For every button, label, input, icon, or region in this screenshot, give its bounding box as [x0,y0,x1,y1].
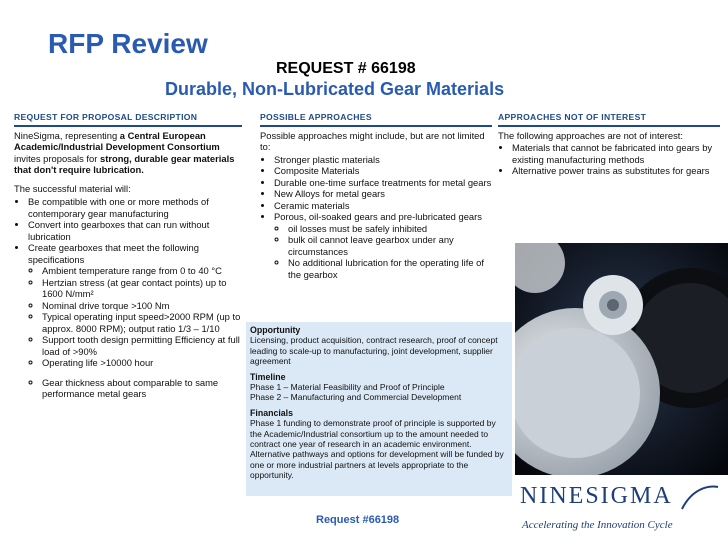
intro-text-1: NineSigma, representing [14,129,120,141]
list-item: • Convert into gearboxes that can run without lubrication [28,219,242,242]
spec-item: ◦ Operating life >10000 hour [42,357,242,369]
timeline-phase-1: Phase 1 – Material Feasibility and Proof of Principle [250,382,445,393]
sub-item: ◦ bulk oil cannot leave gearbox under any circumstances [288,234,492,257]
sub-item: ◦ No additional lubrication for the operating life of the gearbox [288,257,492,280]
description-intro [14,130,242,176]
material-list [14,196,242,400]
sub-list [274,223,492,281]
list-item: • Ceramic materials [274,200,492,212]
approaches-column [260,112,492,280]
list-item: • New Alloys for metal gears [274,188,492,200]
not-interest-list [498,142,720,177]
approaches-heading: POSSIBLE APPROACHES [260,112,492,127]
request-number: REQUEST # 66198 [276,60,416,77]
intro-bold-2: strong, durable gear materials that don't require lubrication. [14,152,235,175]
opportunity-title: Opportunity [250,325,301,335]
sub-item: ◦ oil losses must be safely inhibited [288,223,492,235]
footer-request-number: Request #66198 [316,514,400,526]
financials-text: Phase 1 funding to demonstrate proof of principle is supported by the Academic/Industrial consortium up to the amount needed to contract one year of research in an academic environment. Alternative pathways and options for development will be funded by one or more industrial partners at levels appropriate to the opportunity. [250,418,504,481]
timeline-title: Timeline [250,371,286,382]
not-interest-heading: APPROACHES NOT OF INTEREST [498,112,720,127]
logo-wordmark: NINESIGMA [520,483,673,509]
description-heading: REQUEST FOR PROPOSAL DESCRIPTION [14,112,242,127]
spec-item: ◦ Typical operating input speed>2000 RPM (up to approx. 8000 RPM); output ratio 1/3 – 1/10 [42,311,242,334]
timeline-phase-2: Phase 2 – Manufacturing and Commercial Development [250,392,462,403]
spec-item: ◦ Ambient temperature range from 0 to 40 °C [42,265,242,277]
list-item [274,211,492,280]
spec-item: ◦ Hertzian stress (at gear contact points) up to 1600 N/mm² [42,277,242,300]
not-interest-column [498,112,720,177]
logo-tagline: Accelerating the Innovation Cycle [522,519,673,531]
spec-item: ◦ Support tooth design permitting Efficiency at full load of >90% [42,334,242,357]
list-item-text: Porous, oil-soaked gears and pre-lubricated gears [274,211,482,222]
opportunity-text: Licensing, product acquisition, contract research, proof of concept leading to scale-up to manufacturing, joint development, supplier agreement [250,335,498,367]
financials-title: Financials [250,407,294,418]
list-item-text: Create gearboxes that meet the following specifications [28,242,199,265]
spec-item: ◦ Gear thickness about comparable to same performance metal gears [42,377,242,400]
info-box [246,322,512,496]
gear-photo [515,243,728,475]
ninesigma-logo [520,483,720,541]
gear-illustration [515,243,728,475]
intro-bold-1: a Central European Academic/Industrial Development Consortium [14,129,220,152]
approaches-intro: Possible approaches might include, but are not limited to: [260,129,485,152]
spec-item: ◦ Nominal drive torque >100 Nm [42,300,242,312]
list-item: • Be compatible with one or more methods of contemporary gear manufacturing [28,196,242,219]
intro-text-2: invites proposals for [14,152,100,164]
list-item: • Stronger plastic materials [274,154,492,166]
list-item: • Alternative power trains as substitutes for gears [512,165,720,177]
material-intro: The successful material will: [14,182,131,194]
not-interest-intro: The following approaches are not of interest: [498,129,684,141]
approaches-list [260,154,492,281]
list-item: • Composite Materials [274,165,492,177]
slide-subtitle: Durable, Non-Lubricated Gear Materials [165,79,505,99]
slide-title: RFP Review [48,28,208,59]
logo-swoosh-icon [680,483,720,513]
spec-list [28,265,242,400]
list-item [28,242,242,400]
description-column [14,112,242,400]
list-item: • Materials that cannot be fabricated into gears by existing manufacturing methods [512,142,720,165]
list-item: • Durable one-time surface treatments for metal gears [274,177,492,189]
